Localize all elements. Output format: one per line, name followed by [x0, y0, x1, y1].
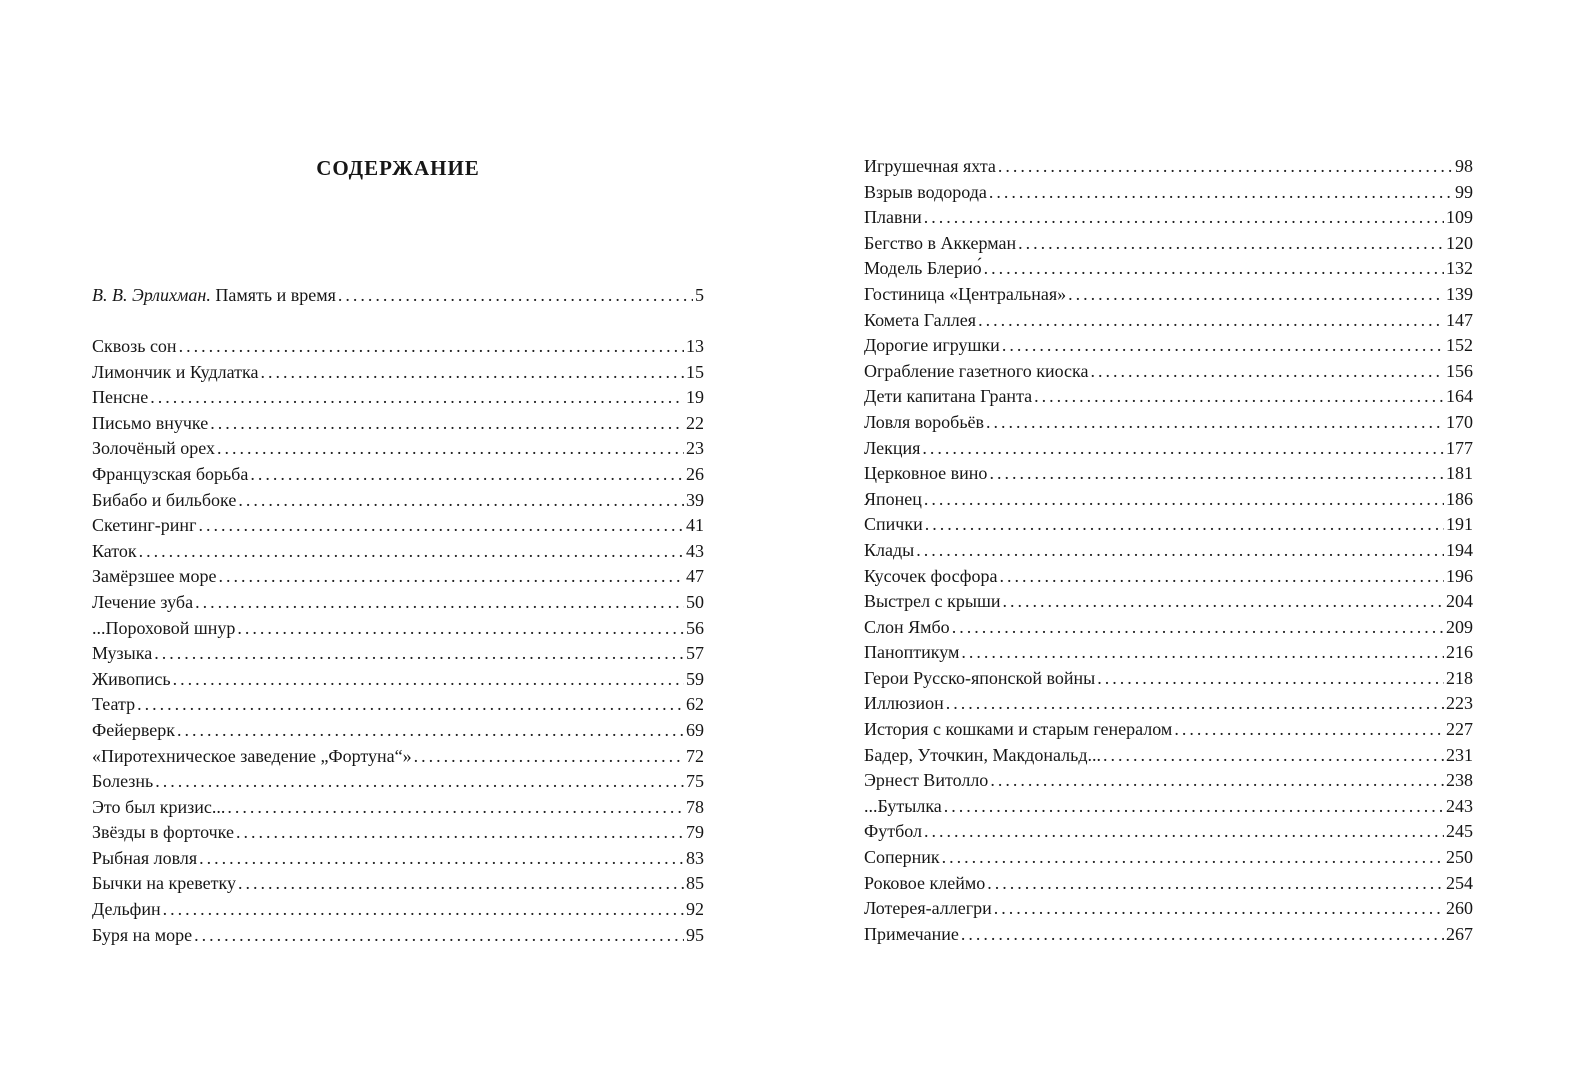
dot-leader — [1002, 333, 1444, 359]
dot-leader — [1018, 231, 1444, 257]
entry-page-number: 39 — [686, 489, 704, 510]
dot-leader — [414, 744, 684, 770]
toc-entry[interactable] — [864, 487, 1473, 513]
entry-page-number: 231 — [1446, 744, 1473, 765]
right-page — [788, 0, 1577, 1080]
entry-page-number: 194 — [1446, 539, 1473, 560]
entry-title: Примечание — [864, 923, 959, 944]
entry-title: ...Бутылка — [864, 795, 942, 816]
entry-page-number: 79 — [686, 822, 704, 843]
entry-page-number: 62 — [686, 694, 704, 715]
toc-entry[interactable] — [92, 488, 704, 514]
dot-leader — [173, 667, 684, 693]
toc-entry[interactable] — [864, 564, 1473, 590]
dot-leader — [199, 846, 684, 872]
entry-page-number: 69 — [686, 719, 704, 740]
dot-leader — [989, 461, 1444, 487]
entry-title: ...Пороховой шнур — [92, 617, 236, 638]
entry-page-number: 22 — [686, 412, 704, 433]
entry-title: Живопись — [92, 668, 171, 689]
toc-entry[interactable] — [92, 641, 704, 667]
dot-leader — [1091, 359, 1445, 385]
entry-page-number: 92 — [686, 899, 704, 920]
entry-title: Взрыв водорода — [864, 181, 987, 202]
toc-entry[interactable] — [864, 819, 1473, 845]
dot-leader — [338, 283, 693, 309]
toc-entry[interactable] — [92, 846, 704, 872]
toc-entry[interactable] — [92, 692, 704, 718]
entry-title: Бибабо и бильбоке — [92, 489, 237, 510]
entry-page-number: 156 — [1446, 360, 1473, 381]
dot-leader — [238, 871, 684, 897]
entry-page-number: 204 — [1446, 591, 1473, 612]
toc-entry[interactable] — [92, 871, 704, 897]
toc-entry[interactable] — [864, 461, 1473, 487]
toc-entry[interactable] — [92, 718, 704, 744]
entry-page-number: 95 — [686, 924, 704, 945]
dot-leader — [1068, 282, 1444, 308]
entry-title: Модель Блерио́ — [864, 258, 982, 279]
toc-entry[interactable] — [864, 768, 1473, 794]
entry-title: Футбол — [864, 821, 922, 842]
entry-page-number: 254 — [1446, 872, 1473, 893]
dot-leader — [924, 205, 1444, 231]
dot-leader — [984, 256, 1444, 282]
entry-page-number: 132 — [1446, 258, 1473, 279]
dot-leader — [946, 691, 1444, 717]
dot-leader — [217, 436, 684, 462]
dot-leader — [994, 896, 1444, 922]
entry-title: Игрушечная яхта — [864, 156, 996, 176]
toc-entry[interactable] — [864, 205, 1473, 231]
entry-page-number: 50 — [686, 591, 704, 612]
dot-leader — [1002, 589, 1444, 615]
entry-page-number: 181 — [1446, 463, 1473, 484]
dot-leader — [990, 768, 1444, 794]
toc-entry[interactable] — [92, 795, 704, 821]
entry-title: Золочёный орех — [92, 438, 215, 459]
entry-page-number: 191 — [1446, 514, 1473, 535]
entry-title: Бадер, Уточкин, Макдональд... — [864, 744, 1101, 765]
entry-title: Замёрзшее море — [92, 566, 217, 587]
dot-leader — [260, 360, 684, 386]
entry-title: Музыка — [92, 643, 153, 664]
toc-entry[interactable] — [864, 436, 1473, 462]
toc-entry[interactable] — [92, 436, 704, 462]
entry-title: Церковное вино — [864, 463, 988, 484]
entry-title: Японец — [864, 488, 922, 509]
toc-entry[interactable] — [92, 564, 704, 590]
dot-leader — [998, 154, 1453, 180]
entry-page-number: 177 — [1446, 437, 1473, 458]
dot-leader — [922, 436, 1444, 462]
entry-title: «Пиротехническое заведение „Фортуна“» — [92, 745, 412, 766]
entry-title: Дети капитана Гранта — [864, 386, 1033, 407]
dot-leader — [1103, 743, 1444, 769]
dot-leader — [978, 308, 1444, 334]
entry-title-text: Память и время — [215, 285, 336, 305]
entry-title: Лечение зуба — [92, 591, 194, 612]
toc-entry[interactable] — [864, 308, 1473, 334]
dot-leader — [210, 411, 684, 437]
dot-leader — [236, 820, 684, 846]
toc-entry[interactable] — [864, 615, 1473, 641]
toc-entry[interactable] — [864, 154, 1473, 180]
entry-title: Лотерея-аллегри — [864, 898, 992, 919]
entry-page-number: 120 — [1446, 232, 1473, 253]
entry-title: Плавни — [864, 207, 922, 228]
entry-title: Дорогие игрушки — [864, 335, 1000, 356]
toc-entry[interactable] — [92, 411, 704, 437]
dot-leader — [179, 334, 684, 360]
entry-page-number: 250 — [1446, 847, 1473, 868]
entry-title: Клады — [864, 539, 915, 560]
dot-leader — [218, 564, 684, 590]
entry-author: В. В. Эрлихман. — [92, 285, 211, 305]
left-entry-list — [92, 334, 704, 948]
dot-leader — [986, 410, 1444, 436]
dot-leader — [952, 615, 1444, 641]
entry-page-number: 227 — [1446, 719, 1473, 740]
entry-page-number: 26 — [686, 463, 704, 484]
entry-page-number: 43 — [686, 540, 704, 561]
dot-leader — [227, 795, 684, 821]
entry-title — [92, 283, 336, 309]
entry-page-number: 57 — [686, 643, 704, 664]
toc-entry[interactable] — [92, 923, 704, 949]
entry-page-number: 15 — [686, 361, 704, 382]
entry-page-number: 13 — [686, 336, 704, 356]
entry-title: Соперник — [864, 847, 940, 868]
entry-page-number: 216 — [1446, 642, 1473, 663]
toc-entry[interactable] — [864, 589, 1473, 615]
dot-leader — [916, 538, 1444, 564]
dot-leader — [238, 488, 684, 514]
entry-title: Ловля воробьёв — [864, 411, 985, 432]
dot-leader — [150, 385, 684, 411]
toc-entry[interactable] — [92, 334, 704, 360]
entry-page-number: 41 — [686, 515, 704, 536]
toc-entry[interactable] — [864, 640, 1473, 666]
dot-leader — [944, 794, 1444, 820]
toc-entry[interactable] — [864, 717, 1473, 743]
entry-title: Рыбная ловля — [92, 847, 198, 868]
dot-leader — [155, 769, 684, 795]
dot-leader — [924, 487, 1444, 513]
toc-entry[interactable] — [92, 539, 704, 565]
toc-entry[interactable] — [92, 769, 704, 795]
dot-leader — [177, 718, 684, 744]
toc-entry[interactable] — [864, 384, 1473, 410]
dot-leader — [137, 692, 684, 718]
entry-title: Слон Ямбо — [864, 616, 950, 637]
dot-leader — [237, 616, 684, 642]
entry-title: Кусочек фосфора — [864, 565, 998, 586]
right-entry-list — [864, 154, 1473, 947]
entry-title: Французская борьба — [92, 463, 249, 484]
entry-title: Бегство в Аккерман — [864, 232, 1017, 253]
dot-leader — [194, 923, 684, 949]
toc-entry[interactable] — [92, 360, 704, 386]
toc-entry[interactable] — [864, 256, 1473, 282]
entry-title: Комета Галлея — [864, 309, 977, 330]
entry-page-number: 5 — [695, 285, 704, 305]
entry-page-number: 147 — [1446, 309, 1473, 330]
toc-entry[interactable] — [864, 359, 1473, 385]
dot-leader — [154, 641, 684, 667]
entry-title: Выстрел с крыши — [864, 591, 1001, 612]
toc-entry[interactable] — [864, 282, 1473, 308]
dot-leader — [250, 462, 684, 488]
entry-page-number: 223 — [1446, 693, 1473, 714]
entry-page-number: 218 — [1446, 667, 1473, 688]
entry-title: Сквозь сон — [92, 336, 177, 356]
toc-entry[interactable] — [864, 180, 1473, 206]
toc-entry[interactable] — [864, 410, 1473, 436]
dot-leader — [1034, 384, 1444, 410]
toc-entry[interactable] — [864, 538, 1473, 564]
toc-entry[interactable] — [92, 385, 704, 411]
toc-entry[interactable] — [864, 896, 1473, 922]
entry-title: Пенсне — [92, 387, 149, 408]
entry-page-number: 72 — [686, 745, 704, 766]
entry-page-number: 23 — [686, 438, 704, 459]
entry-page-number: 98 — [1455, 156, 1473, 176]
entry-page-number: 238 — [1446, 770, 1473, 791]
left-page — [0, 0, 788, 1080]
dot-leader — [195, 590, 684, 616]
entry-title: Буря на море — [92, 924, 193, 945]
entry-page-number: 19 — [686, 387, 704, 408]
dot-leader — [942, 845, 1444, 871]
toc-entry[interactable] — [92, 744, 704, 770]
entry-title: Письмо внучке — [92, 412, 209, 433]
entry-title: Это был кризис... — [92, 796, 226, 817]
entry-page-number: 170 — [1446, 411, 1473, 432]
entry-page-number: 59 — [686, 668, 704, 689]
entry-page-number: 245 — [1446, 821, 1473, 842]
toc-entry[interactable] — [864, 794, 1473, 820]
entry-title: История с кошками и старым генералом — [864, 719, 1173, 740]
toc-entry[interactable] — [864, 743, 1473, 769]
contents-heading: СОДЕРЖАНИЕ — [316, 156, 480, 180]
dot-leader — [961, 640, 1444, 666]
entry-title: Дельфин — [92, 899, 161, 920]
dot-leader — [989, 180, 1453, 206]
dot-leader — [924, 819, 1444, 845]
entry-title: Бычки на креветку — [92, 873, 236, 894]
entry-page-number: 196 — [1446, 565, 1473, 586]
entry-title: Эрнест Витолло — [864, 770, 989, 791]
entry-page-number: 260 — [1446, 898, 1473, 919]
entry-page-number: 78 — [686, 796, 704, 817]
entry-title: Театр — [92, 694, 136, 715]
dot-leader — [1097, 666, 1444, 692]
entry-title: Ограбление газетного киоска — [864, 360, 1089, 381]
toc-entry[interactable] — [864, 231, 1473, 257]
entry-title: Лекция — [864, 437, 921, 458]
entry-page-number: 209 — [1446, 616, 1473, 637]
dot-leader — [961, 922, 1444, 948]
dot-leader — [198, 513, 684, 539]
entry-title: Гостиница «Центральная» — [864, 283, 1067, 304]
dot-leader — [999, 564, 1444, 590]
toc-entry[interactable] — [864, 666, 1473, 692]
entry-page-number: 164 — [1446, 386, 1473, 407]
toc-entry[interactable] — [864, 871, 1473, 897]
entry-page-number: 85 — [686, 873, 704, 894]
entry-title: Герои Русско-японской войны — [864, 667, 1096, 688]
entry-page-number: 267 — [1446, 923, 1473, 944]
dot-leader — [163, 897, 684, 923]
toc-entry[interactable] — [92, 667, 704, 693]
toc-entry[interactable] — [92, 897, 704, 923]
entry-page-number: 152 — [1446, 335, 1473, 356]
entry-title: Лимончик и Кудлатка — [92, 361, 259, 382]
toc-entry[interactable] — [864, 512, 1473, 538]
entry-title: Иллюзион — [864, 693, 944, 714]
entry-page-number: 83 — [686, 847, 704, 868]
entry-title: Скетинг-ринг — [92, 515, 197, 536]
entry-title: Звёзды в форточке — [92, 822, 234, 843]
entry-page-number: 75 — [686, 771, 704, 792]
entry-title: Паноптикум — [864, 642, 960, 663]
entry-page-number: 139 — [1446, 283, 1473, 304]
entry-page-number: 47 — [686, 566, 704, 587]
toc-entry-intro[interactable] — [92, 283, 704, 309]
entry-title: Спички — [864, 514, 923, 535]
dot-leader — [987, 871, 1444, 897]
toc-entry[interactable] — [92, 462, 704, 488]
dot-leader — [139, 539, 684, 565]
toc-entry[interactable] — [864, 845, 1473, 871]
entry-page-number: 56 — [686, 617, 704, 638]
entry-title: Фейерверк — [92, 719, 175, 740]
toc-entry[interactable] — [92, 590, 704, 616]
toc-entry[interactable] — [92, 513, 704, 539]
toc-entry[interactable] — [864, 333, 1473, 359]
entry-title: Болезнь — [92, 771, 154, 792]
entry-title: Роковое клеймо — [864, 872, 986, 893]
entry-page-number: 109 — [1446, 207, 1473, 228]
dot-leader — [925, 512, 1444, 538]
toc-entry[interactable] — [92, 820, 704, 846]
entry-title: Каток — [92, 540, 137, 561]
toc-entry[interactable] — [92, 616, 704, 642]
entry-page-number: 243 — [1446, 795, 1473, 816]
toc-entry[interactable] — [864, 691, 1473, 717]
entry-page-number: 186 — [1446, 488, 1473, 509]
intro-entry-list — [92, 283, 704, 309]
toc-entry[interactable] — [864, 922, 1473, 948]
dot-leader — [1174, 717, 1444, 743]
entry-page-number: 99 — [1455, 181, 1473, 202]
